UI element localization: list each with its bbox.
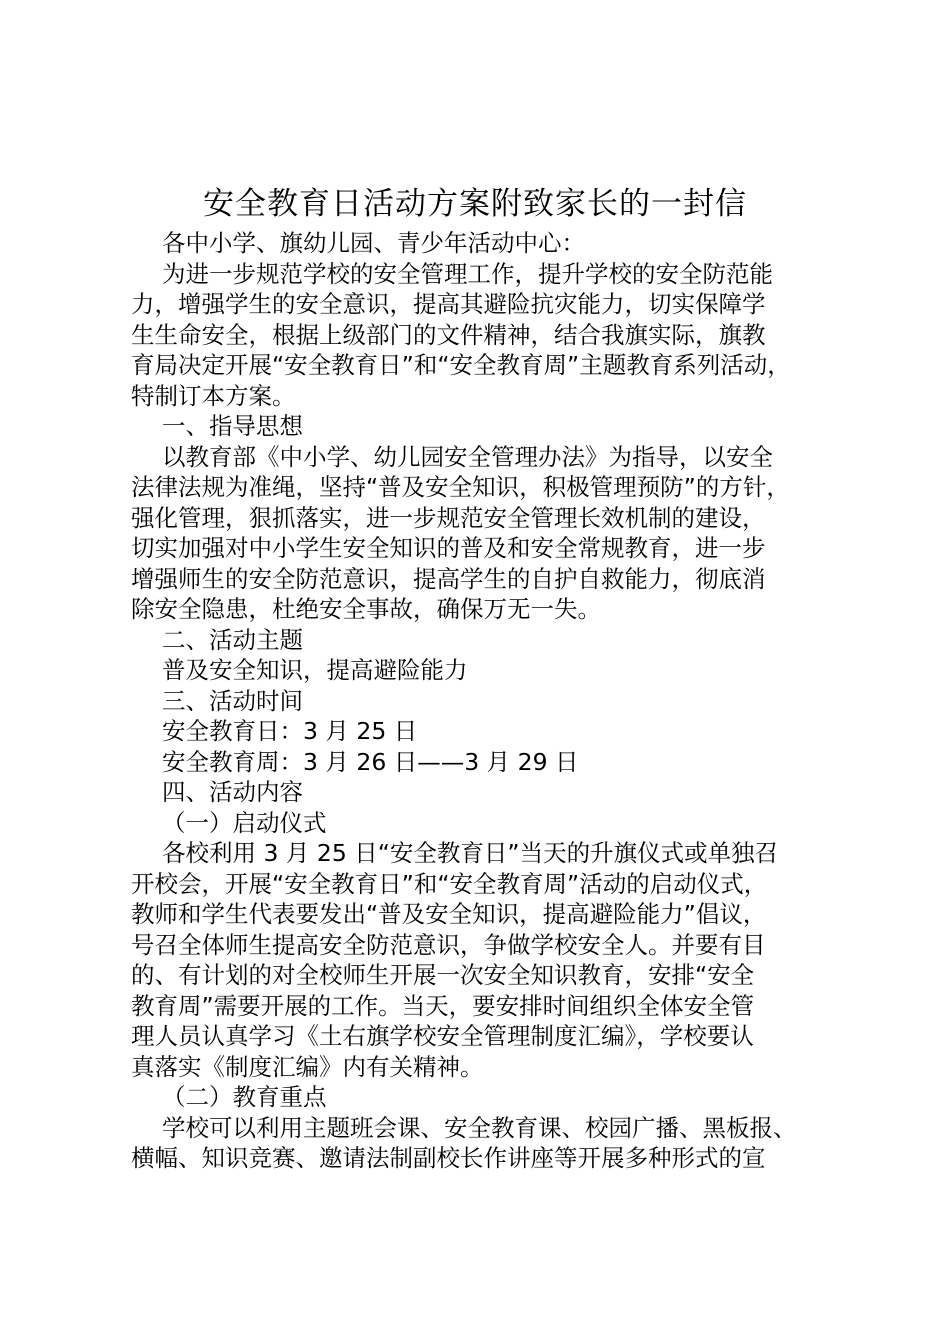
text-line: 号召全体师生提高安全防范意识，争做学校安全人。并要有目 [131,930,766,959]
safety-education-week: 安全教育周：3 月 26 日——3 月 29 日 [162,747,579,776]
text-line: 力，增强学生的安全意识，提高其避险抗灾能力，切实保障学 [131,290,766,318]
launch-ceremony-paragraph [131,838,841,1082]
activity-theme-text: 普及安全知识，提高避险能力 [162,656,468,684]
text-line: 增强师生的安全防范意识，提高学生的自护自救能力，彻底消 [131,564,766,593]
text-line: 切实加强对中小学生安全知识的普及和安全常规教育，进一步 [131,534,766,562]
text-line: 的、有计划的对全校师生开展一次安全知识教育，安排“安全 [131,961,755,989]
text-line: 强化管理，狠抓落实，进一步规范安全管理长效机制的建设， [131,503,766,532]
text-line: 理人员认真学习《土右旗学校安全管理制度汇编》，学校要认 [131,1022,754,1050]
section-heading-guiding-ideology: 一、指导思想 [162,412,303,440]
text-line: 横幅、知识竞赛、邀请法制副校长作讲座等开展多种形式的宣 [131,1144,766,1172]
document-body [131,228,841,1174]
text-line: 特制订本方案。 [131,381,296,410]
text-line: 育局决定开展“安全教育日”和“安全教育周”主题教育系列活动， [131,351,791,379]
text-line: 学校可以利用主题班会课、安全教育课、校园广播、黑板报、 [162,1113,797,1142]
salutation: 各中小学、旗幼儿园、青少年活动中心： [162,229,585,257]
document-title: 安全教育日活动方案附致家长的一封信 [203,186,747,222]
text-line: 教育周”需要开展的工作。当天，要安排时间组织全体安全管 [131,991,755,1020]
safety-education-day: 安全教育日：3 月 25 日 [162,717,418,745]
intro-paragraph [131,259,841,412]
text-line: 真落实《制度汇编》内有关精神。 [131,1052,484,1081]
subsection-heading-launch-ceremony: （一）启动仪式 [162,808,327,837]
text-line: 除安全隐患，杜绝安全事故，确保万无一失。 [131,595,601,623]
section-heading-activity-time: 三、活动时间 [162,686,303,715]
guiding-ideology-paragraph [131,442,841,625]
text-line: 各校利用 3 月 25 日“安全教育日”当天的升旗仪式或单独召 [162,839,779,867]
text-line: 为进一步规范学校的安全管理工作，提升学校的安全防范能 [162,259,773,288]
text-line: 法律法规为准绳，坚持“普及安全知识，积极管理预防”的方针， [131,473,790,501]
text-line: 以教育部《中小学、幼儿园安全管理办法》为指导，以安全 [162,442,773,471]
text-line: 教师和学生代表要发出“普及安全知识，提高避险能力”倡议， [131,900,767,928]
text-line: 开校会，开展“安全教育日”和“安全教育周”活动的启动仪式， [131,869,768,898]
education-focus-paragraph [131,1113,841,1174]
subsection-heading-education-focus: （二）教育重点 [162,1083,327,1111]
section-heading-activity-theme: 二、活动主题 [162,625,303,654]
section-heading-activity-content: 四、活动内容 [162,778,303,806]
text-line: 生生命安全，根据上级部门的文件精神，结合我旗实际，旗教 [131,320,766,349]
